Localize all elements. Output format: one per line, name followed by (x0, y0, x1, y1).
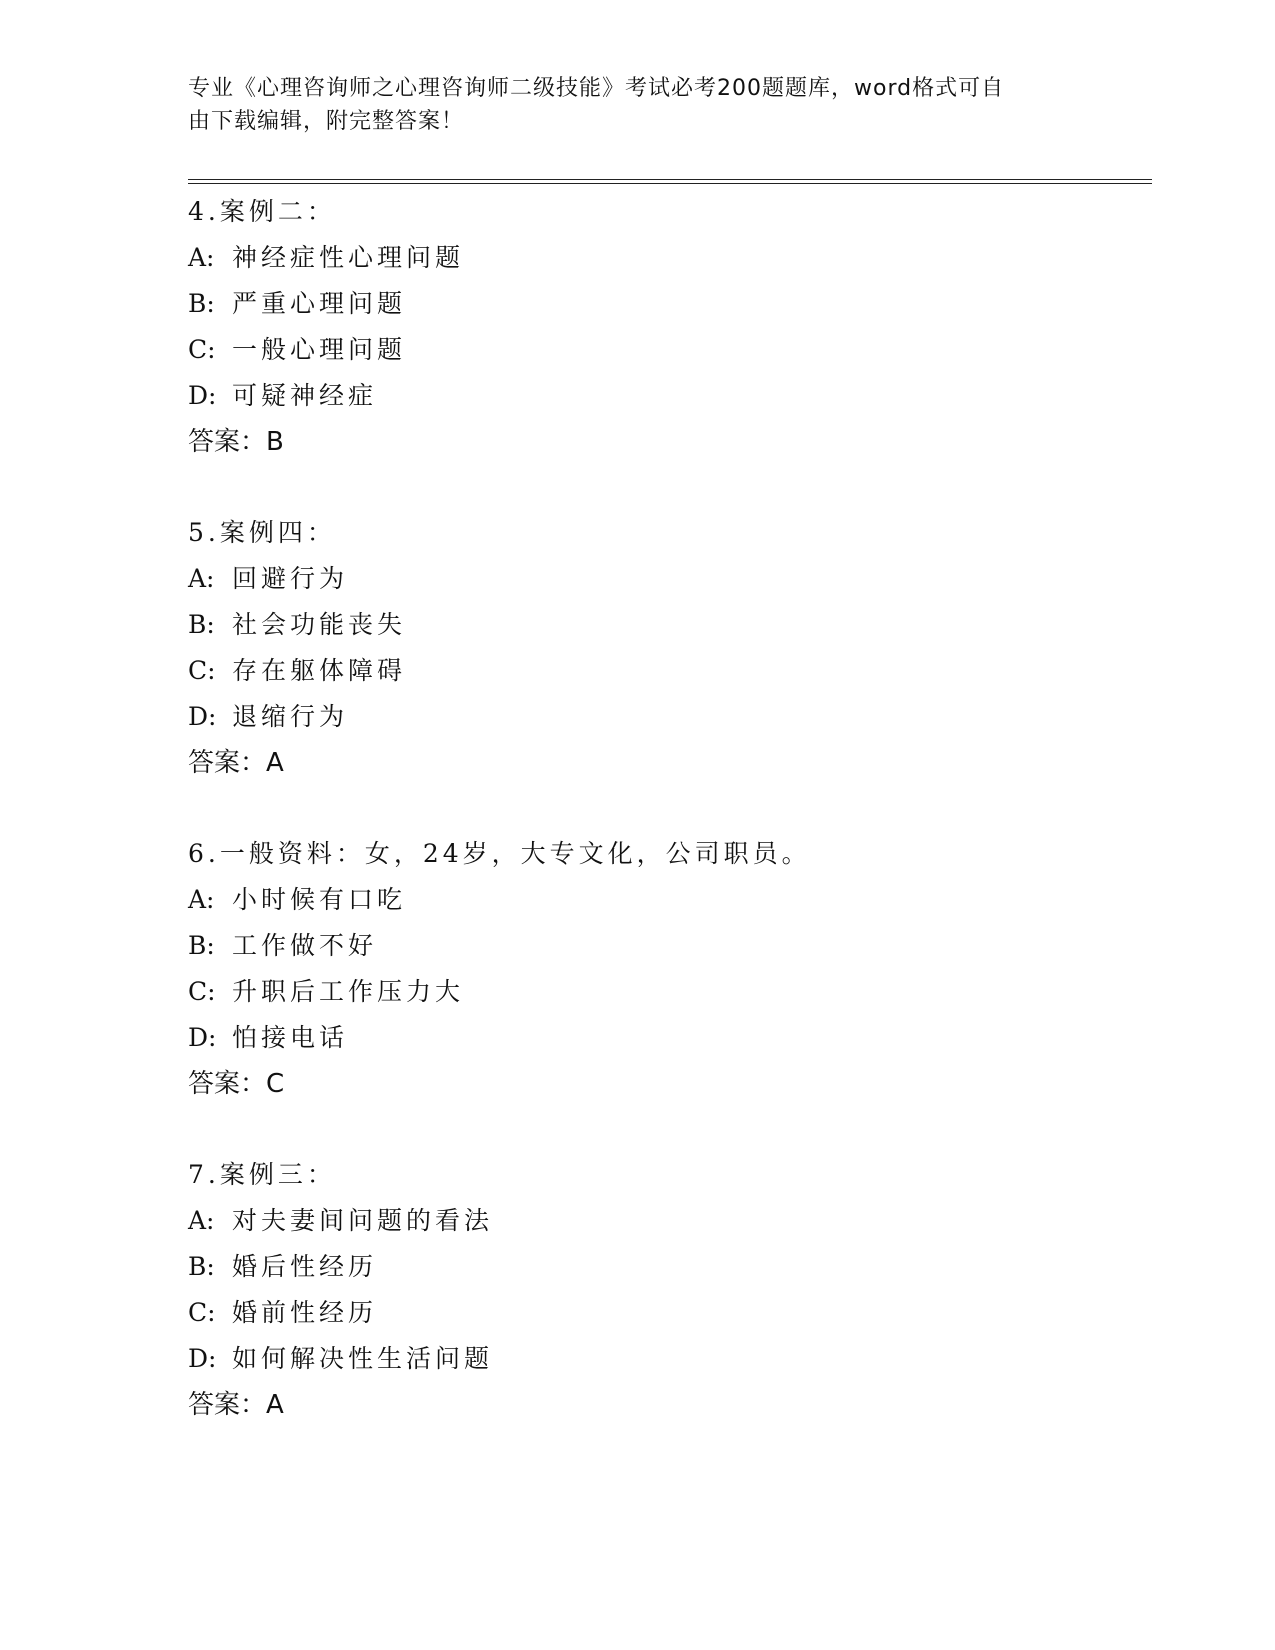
question-5 (188, 510, 1148, 786)
option-letter: B: (188, 610, 215, 639)
option-text: 社会功能丧失 (232, 610, 407, 639)
option-c (188, 969, 1148, 1015)
option-b (188, 602, 1148, 648)
option-d (188, 1015, 1148, 1061)
option-a (188, 1198, 1148, 1244)
option-letter: B: (188, 1252, 215, 1281)
option-text: 回避行为 (232, 564, 349, 593)
document-header (188, 72, 1068, 138)
option-c (188, 327, 1148, 373)
option-text: 一般心理问题 (232, 335, 407, 364)
option-letter: B: (188, 931, 215, 960)
question-7 (188, 1152, 1148, 1428)
option-text: 退缩行为 (232, 702, 349, 731)
option-letter: B: (188, 289, 215, 318)
question-stem: 7.案例三： (188, 1160, 336, 1189)
option-a (188, 235, 1148, 281)
option-text: 神经症性心理问题 (232, 243, 465, 272)
option-letter: D: (188, 381, 217, 410)
option-b (188, 923, 1148, 969)
option-b (188, 281, 1148, 327)
option-d (188, 373, 1148, 419)
question-stem: 6.一般资料：女，24岁，大专文化，公司职员。 (188, 839, 811, 868)
option-letter: A: (188, 885, 215, 914)
option-letter: C: (188, 656, 216, 685)
question-6 (188, 831, 1148, 1107)
option-letter: A: (188, 564, 215, 593)
question-list (188, 189, 1148, 1428)
option-c (188, 1290, 1148, 1336)
answer-line: 答案：A (188, 748, 284, 778)
answer-line: 答案：A (188, 1390, 284, 1420)
option-text: 婚前性经历 (232, 1298, 378, 1327)
option-b (188, 1244, 1148, 1290)
option-letter: A: (188, 243, 215, 272)
option-c (188, 648, 1148, 694)
option-letter: C: (188, 335, 216, 364)
option-text: 存在躯体障碍 (232, 656, 407, 685)
option-a (188, 877, 1148, 923)
option-text: 婚后性经历 (232, 1252, 378, 1281)
option-a (188, 556, 1148, 602)
option-text: 怕接电话 (232, 1023, 349, 1052)
option-text: 小时候有口吃 (232, 885, 407, 914)
option-d (188, 1336, 1148, 1382)
option-letter: D: (188, 1344, 217, 1373)
option-text: 对夫妻间问题的看法 (232, 1206, 494, 1235)
option-text: 可疑神经症 (232, 381, 378, 410)
header-divider (188, 179, 1152, 184)
question-stem: 4.案例二： (188, 197, 336, 226)
header-line-2: 由下载编辑，附完整答案！ (188, 109, 465, 134)
answer-line: 答案：B (188, 427, 284, 457)
question-4 (188, 189, 1148, 465)
option-text: 工作做不好 (232, 931, 378, 960)
option-d (188, 694, 1148, 740)
option-letter: D: (188, 702, 217, 731)
answer-line: 答案：C (188, 1069, 285, 1099)
option-text: 升职后工作压力大 (232, 977, 465, 1006)
header-line-1: 专业《心理咨询师之心理咨询师二级技能》考试必考200题题库，word格式可自 (188, 76, 1005, 101)
question-stem: 5.案例四： (188, 518, 336, 547)
option-letter: D: (188, 1023, 217, 1052)
option-text: 严重心理问题 (232, 289, 407, 318)
option-letter: C: (188, 977, 216, 1006)
option-letter: C: (188, 1298, 216, 1327)
option-text: 如何解决性生活问题 (232, 1344, 494, 1373)
option-letter: A: (188, 1206, 215, 1235)
